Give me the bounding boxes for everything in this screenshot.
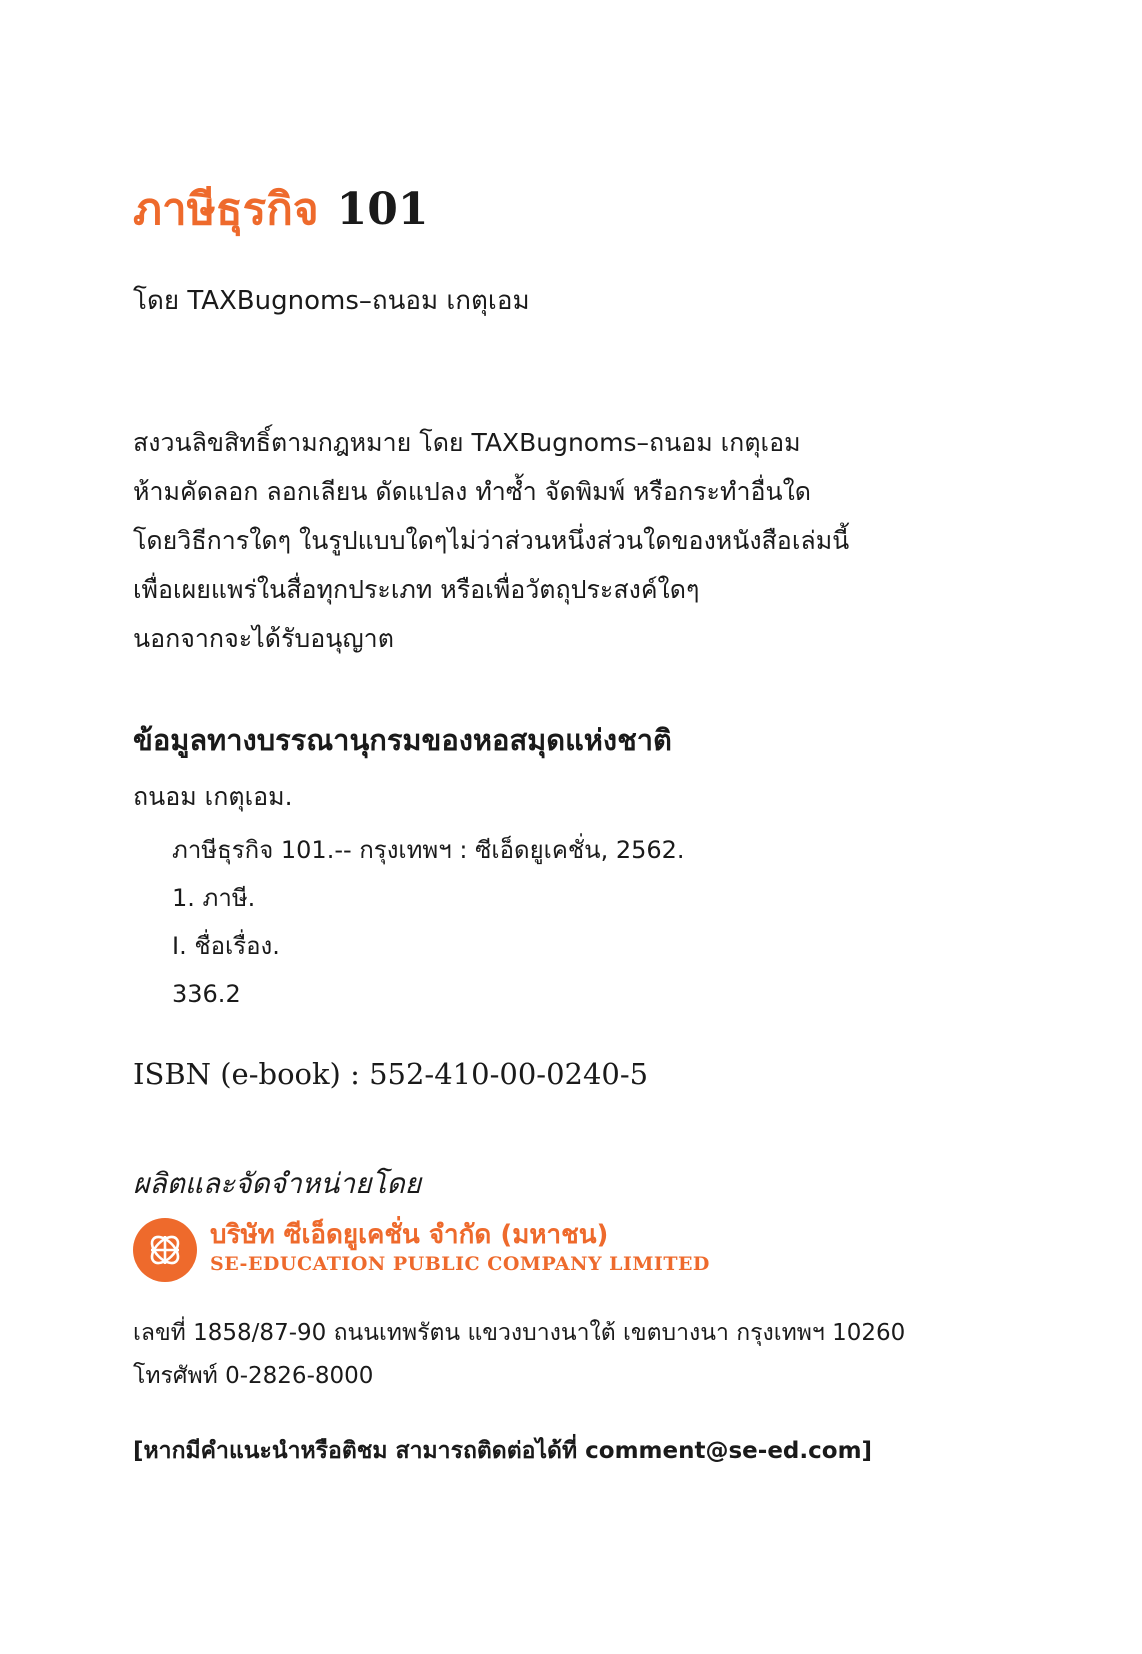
copyright-notice xyxy=(133,418,849,663)
cataloging-line: 1. ภาษี. xyxy=(172,884,256,912)
copyright-line: เพื่อเผยแพร่ในสื่อทุกประเภท หรือเพื่อวัตถุประสงค์ใดๆ xyxy=(133,575,700,604)
book-title xyxy=(133,184,429,235)
cataloging-heading: ข้อมูลทางบรรณานุกรมของหอสมุดแห่งชาติ xyxy=(133,723,672,757)
cataloging-line: ภาษีธุรกิจ 101.-- กรุงเทพฯ : ซีเอ็ดยูเคชั่น, 2562. xyxy=(172,836,685,864)
se-ed-logo-icon xyxy=(133,1218,197,1282)
publisher-name-english: SE-EDUCATION PUBLIC COMPANY LIMITED xyxy=(210,1253,710,1275)
cataloging-author: ถนอม เกตุเอม. xyxy=(133,782,293,811)
copyright-line: โดยวิธีการใดๆ ในรูปแบบใดๆไม่ว่าส่วนหนึ่งส่วนใดของหนังสือเล่มนี้ xyxy=(133,526,850,555)
publisher-heading: ผลิตและจัดจำหน่ายโดย xyxy=(133,1167,422,1200)
publisher-contact xyxy=(133,1312,905,1398)
feedback-note: [หากมีคำแนะนำหรือติชม สามารถติดต่อได้ที่ comment@se-ed.com] xyxy=(133,1438,873,1464)
isbn: ISBN (e-book) : 552-410-00-0240-5 xyxy=(133,1057,649,1091)
book-title-thai: ภาษีธุรกิจ xyxy=(133,184,319,235)
publisher-address: เลขที่ 1858/87-90 ถนนเทพรัตน แขวงบางนาใต้ เขตบางนา กรุงเทพฯ 10260 xyxy=(133,1320,906,1346)
copyright-line: สงวนลิขสิทธิ์ตามกฎหมาย โดย TAXBugnoms–ถนอม เกตุเอม xyxy=(133,428,801,457)
copyright-line: นอกจากจะได้รับอนุญาต xyxy=(133,624,394,653)
author-byline: โดย TAXBugnoms–ถนอม เกตุเอม xyxy=(133,286,530,316)
copyright-line: ห้ามคัดลอก ลอกเลียน ดัดแปลง ทำซ้ำ จัดพิมพ์ หรือกระทำอื่นใด xyxy=(133,477,812,506)
cataloging-entries xyxy=(172,826,685,1018)
cataloging-line: I. ชื่อเรื่อง. xyxy=(172,932,280,960)
cataloging-line: 336.2 xyxy=(172,980,241,1008)
book-title-number: 101 xyxy=(336,184,429,235)
publisher-phone: โทรศัพท์ 0-2826-8000 xyxy=(133,1363,374,1389)
publisher-name-thai: บริษัท ซีเอ็ดยูเคชั่น จำกัด (มหาชน) xyxy=(210,1220,609,1250)
